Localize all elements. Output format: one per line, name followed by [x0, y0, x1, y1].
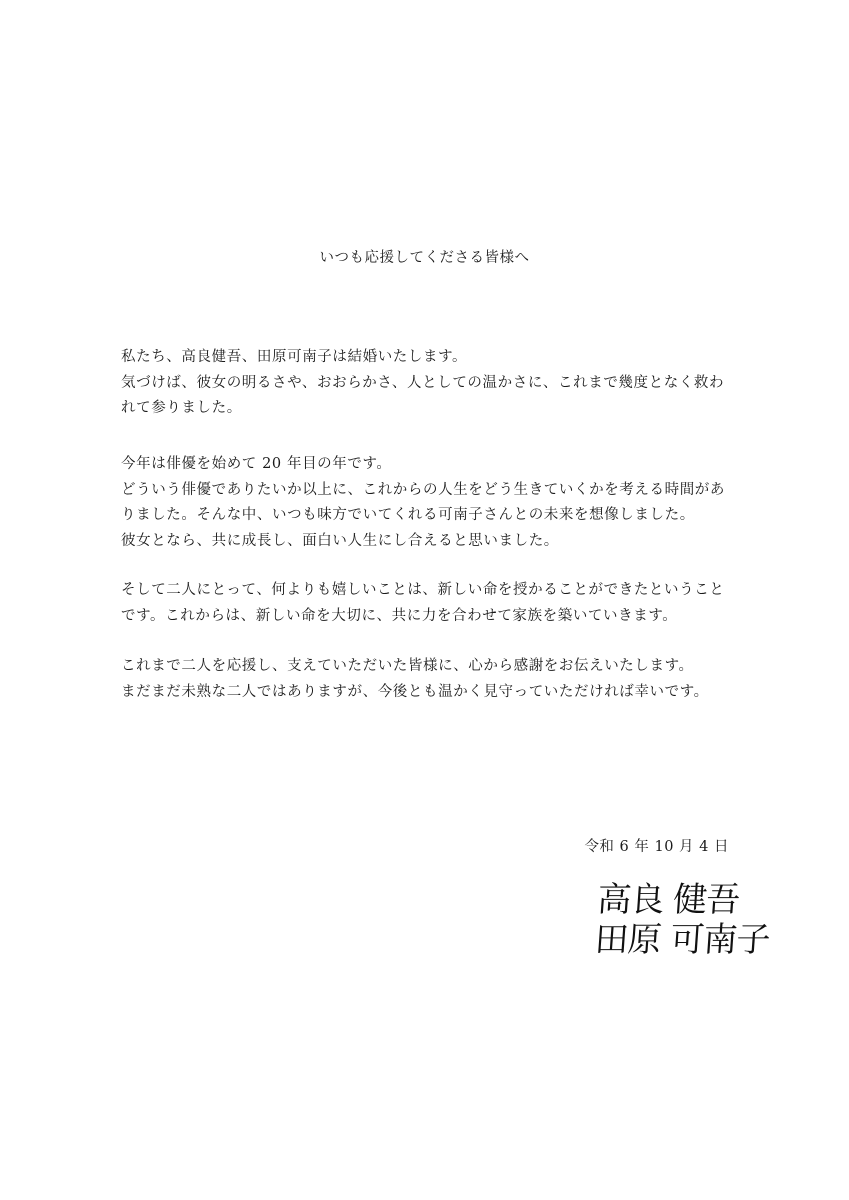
paragraph-2	[121, 452, 731, 554]
signature-name-2: 田原 可南子	[593, 920, 771, 960]
signature-name-1: 高良 健吾	[596, 880, 741, 920]
letter-date: 令和 6 年 10 月 4 日	[584, 839, 729, 855]
paragraph-line: 彼女となら、共に成長し、面白い人生にし合えると思いました。	[121, 532, 559, 549]
handwritten-signature	[593, 880, 771, 960]
paragraph-line: りました。そんな中、いつも味方でいてくれる可南子さんとの未来を想像しました。	[121, 507, 695, 523]
paragraph-line: まだまだ未熟な二人ではありますが、今後とも温かく見守っていただければ幸いです。	[121, 683, 709, 700]
paragraph-line: です。これからは、新しい命を大切に、共に力を合わせて家族を築いていきます。	[121, 607, 678, 624]
paragraph-1	[121, 345, 731, 422]
paragraph-line: れて参りました。	[121, 400, 242, 416]
paragraph-line: 私たち、高良健吾、田原可南子は結婚いたします。	[121, 349, 468, 365]
paragraph-line: 今年は俳優を始めて 20 年目の年です。	[121, 456, 392, 472]
paragraph-4	[121, 654, 731, 705]
paragraph-line: 気づけば、彼女の明るさや、おおらかさ、人としての温かさに、これまで幾度となく救わ	[121, 374, 725, 391]
paragraph-line: これまで二人を応援し、支えていただいた皆様に、心から感謝をお伝えいたします。	[121, 658, 694, 674]
paragraph-line: どういう俳優でありたいか以上に、これからの人生をどう生きていくかを考える時間があ	[121, 481, 725, 498]
paragraph-line: そして二人にとって、何よりも嬉しいことは、新しい命を授かることができたということ	[121, 582, 725, 598]
salutation: いつも応援してくださる皆様へ	[319, 250, 530, 266]
paragraph-3	[121, 578, 731, 629]
